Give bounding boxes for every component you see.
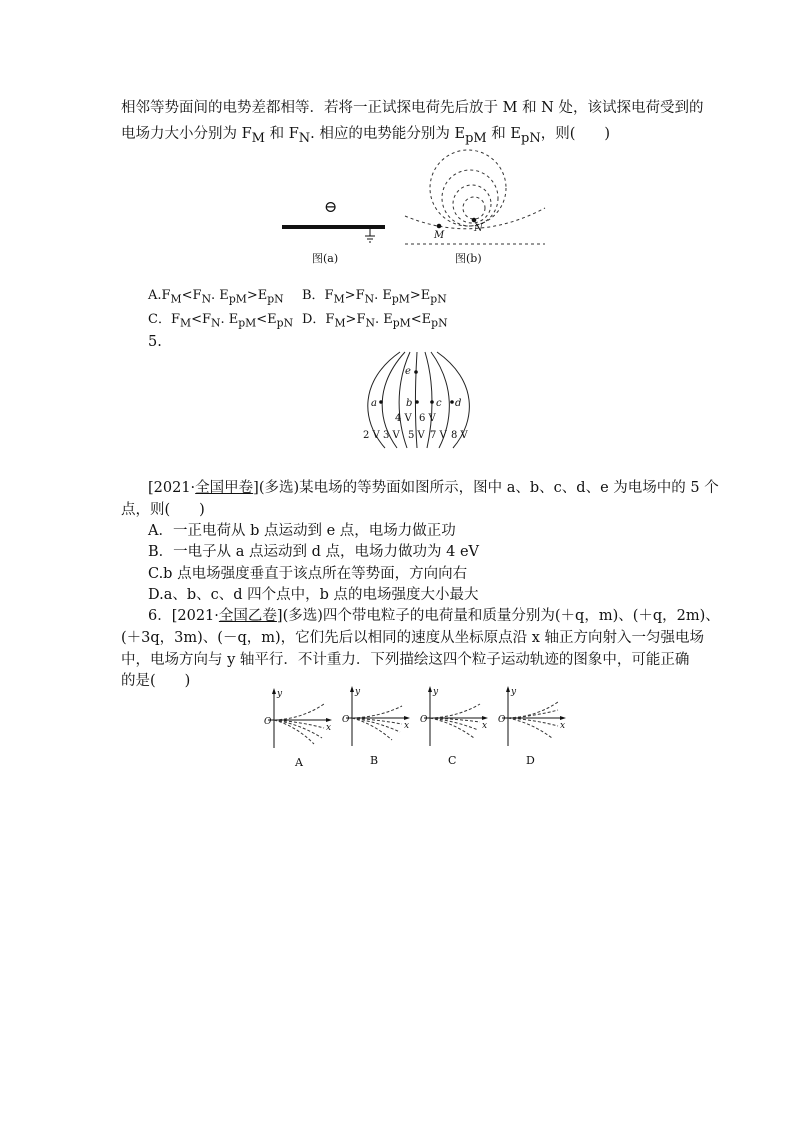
q4-option-d: D．$F_M>F_N$. $E_{pM}<E_{pN}$: [302, 312, 448, 330]
fig-b-label-n: N: [474, 223, 483, 234]
fig-a-charge: ⊖: [324, 197, 338, 216]
label-e: e: [405, 366, 411, 377]
label-5v: 5 V: [408, 430, 425, 441]
svg-text:y: y: [433, 687, 439, 697]
q4-stem-line2: 电场力大小分别为 $F_M$ 和 $F_N$. 相应的电势能分别为 $E_{pM}$ 和 $E_{pN}$，则( ): [121, 126, 611, 146]
svg-text:O: O: [420, 715, 428, 725]
svg-text:y: y: [355, 687, 361, 697]
q4-option-a: $A.F_M<F_N$. $E_{pM}>E_{pN}$: [148, 288, 284, 306]
graph-label-c: C: [448, 754, 457, 767]
label-6v: 6 V: [419, 413, 436, 424]
svg-text:y: y: [511, 687, 517, 697]
svg-text:O: O: [498, 715, 506, 725]
label-a: a: [371, 398, 377, 409]
svg-text:x: x: [560, 721, 566, 731]
q4-option-b: B．$F_M>F_N$. $E_{pM}>E_{pN}$: [302, 288, 447, 306]
label-d: d: [455, 398, 462, 409]
svg-text:x: x: [326, 723, 332, 733]
fig-b-label-m: M: [434, 230, 445, 241]
q5-stem-line2: 点，则( ): [121, 502, 205, 518]
label-7v: 7 V: [430, 430, 447, 441]
graph-label-a: A: [295, 756, 303, 769]
fig-a-caption: 图(a): [312, 252, 339, 265]
q6-stem-line4: 的是( ): [121, 673, 191, 689]
svg-text:x: x: [482, 721, 488, 731]
label-8v: 8 V: [451, 430, 468, 441]
q6-stem-line1: 6．[2021·全国乙卷](多选)四个带电粒子的电荷量和质量分别为(＋q，m)、(＋q，2m)、: [148, 608, 720, 624]
q5-equipotential-figure: [355, 350, 485, 455]
svg-text:y: y: [277, 689, 283, 699]
q5-option-c: C.b 点电场强度垂直于该点所在等势面，方向向右: [148, 566, 468, 582]
q5-number: 5.: [148, 334, 162, 350]
q6-graph-c: [418, 684, 490, 768]
q6-stem-line2: (＋3q，3m)、(－q，m)，它们先后以相同的速度从坐标原点沿 x 轴正方向射入一匀强电场: [121, 630, 705, 646]
svg-text:O: O: [342, 715, 350, 725]
label-b: b: [406, 398, 413, 409]
q6-graph-b: [340, 684, 412, 768]
q6-graph-d: [496, 684, 568, 768]
label-c: c: [436, 398, 442, 409]
graph-label-d: D: [526, 754, 535, 767]
q5-stem-line1: [2021·全国甲卷](多选)某电场的等势面如图所示，图中 a、b、c、d、e 为电场中的 5 个: [148, 480, 719, 496]
svg-text:O: O: [264, 717, 272, 727]
svg-text:x: x: [404, 721, 410, 731]
figure-b: [400, 140, 550, 270]
label-3v: 3 V: [383, 430, 400, 441]
q5-option-a: A．一正电荷从 b 点运动到 e 点，电场力做正功: [148, 523, 456, 539]
q5-option-b: B．一电子从 a 点运动到 d 点，电场力做功为 4 eV: [148, 544, 480, 560]
label-2v: 2 V: [363, 430, 380, 441]
q6-stem-line3: 中，电场方向与 y 轴平行．不计重力．下列描绘这四个粒子运动轨迹的图象中，可能正确: [121, 652, 690, 668]
figure-a: [280, 190, 390, 270]
q4-option-c: C．$F_M<F_N$. $E_{pM}<E_{pN}$: [148, 312, 294, 330]
label-4v: 4 V: [395, 413, 412, 424]
q6-graph-a: [262, 686, 334, 770]
graph-label-b: B: [370, 754, 379, 767]
q5-option-d: D.a、b、c、d 四个点中，b 点的电场强度大小最大: [148, 587, 479, 603]
fig-b-caption: 图(b): [455, 252, 482, 265]
q4-stem-line1: 相邻等势面间的电势差都相等．若将一正试探电荷先后放于 M 和 N 处，该试探电荷受到的: [121, 100, 704, 116]
